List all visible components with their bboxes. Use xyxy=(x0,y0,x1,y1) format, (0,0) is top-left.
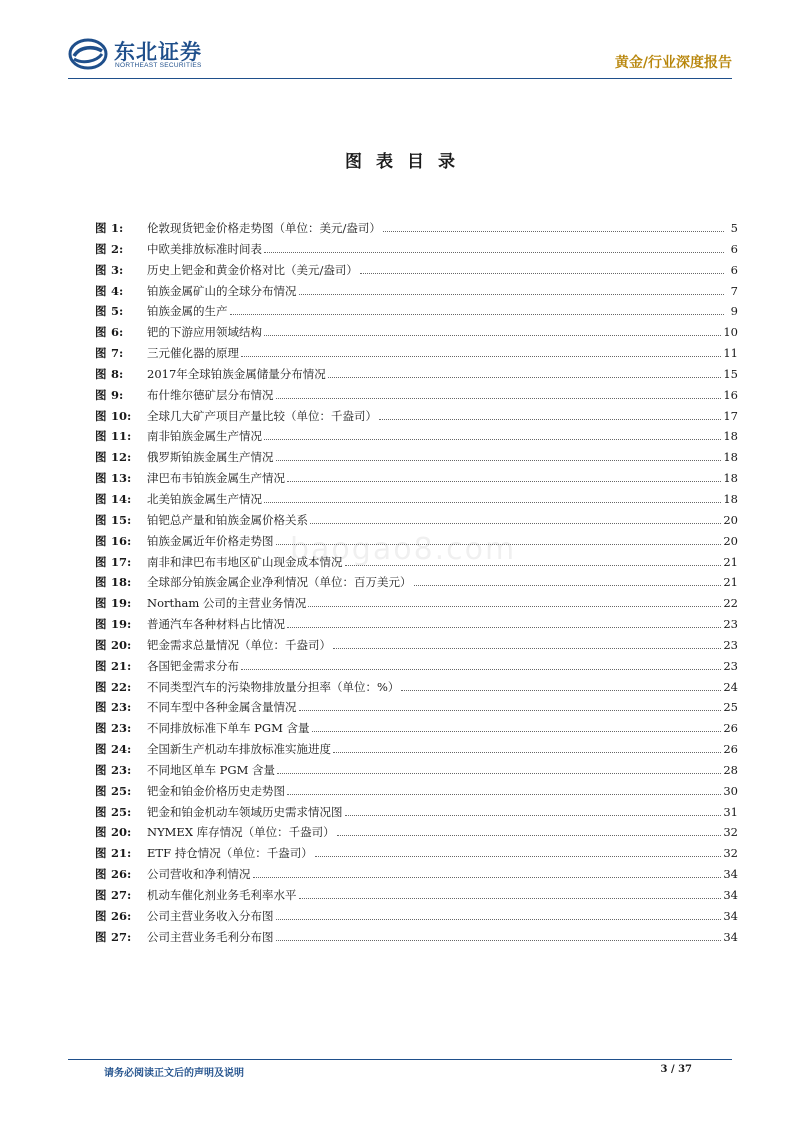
toc-entry[interactable] xyxy=(95,762,738,783)
toc-leader-dots xyxy=(277,772,721,774)
toc-caption: 铂族金属近年价格走势图 xyxy=(147,533,274,548)
toc-entry[interactable] xyxy=(95,616,738,637)
toc-caption: 不同排放标准下单车 PGM 含量 xyxy=(147,721,310,736)
toc-figure-number: 21: xyxy=(111,658,132,673)
toc-figure-label: 图 xyxy=(95,721,107,736)
toc-leader-dots xyxy=(379,418,721,420)
watermark: baogao8.com xyxy=(290,532,517,567)
toc-leader-dots xyxy=(333,751,721,753)
toc-figure-number: 27: xyxy=(111,929,132,944)
toc-figure-label: 图 xyxy=(95,783,107,798)
toc-entry[interactable] xyxy=(95,470,738,491)
toc-leader-dots xyxy=(276,939,722,941)
toc-figure-number: 25: xyxy=(111,804,132,819)
toc-figure-number: 25: xyxy=(111,783,132,798)
toc-page-number: 23 xyxy=(723,637,738,652)
toc-figure-number: 20: xyxy=(111,637,132,652)
toc-caption: 公司主营业务毛利分布图 xyxy=(147,929,274,944)
toc-entry[interactable] xyxy=(95,699,738,720)
toc-figure-number: 23: xyxy=(111,721,132,736)
toc-entry[interactable] xyxy=(95,741,738,762)
toc-caption: 钯金和铂金机动车领域历史需求情况图 xyxy=(147,804,343,819)
toc-leader-dots xyxy=(230,313,725,315)
toc-figure-label: 图 xyxy=(95,679,107,694)
toc-entry[interactable] xyxy=(95,783,738,804)
toc-figure-label: 图 xyxy=(95,283,107,298)
toc-figure-label: 图 xyxy=(95,429,107,444)
toc-page-number: 34 xyxy=(723,888,738,902)
toc-page-number: 16 xyxy=(723,387,738,402)
toc-caption: 钯的下游应用领域结构 xyxy=(147,325,262,340)
toc-figure-label: 图 xyxy=(95,408,107,423)
toc-page-number: 30 xyxy=(723,783,738,798)
toc-leader-dots xyxy=(264,251,724,253)
toc-figure-number: 1: xyxy=(111,221,124,235)
toc-page-number: 21 xyxy=(723,575,738,590)
toc-caption: 伦敦现货钯金价格走势图（单位：美元/盎司） xyxy=(147,221,381,235)
toc-figure-label: 图 xyxy=(95,221,107,235)
toc-figure-label: 图 xyxy=(95,387,107,402)
toc-caption: 不同车型中各种金属含量情况 xyxy=(147,700,297,715)
toc-caption: 公司营收和净利情况 xyxy=(147,867,251,882)
toc-page-number: 20 xyxy=(723,512,738,527)
toc-figure-label: 图 xyxy=(95,491,107,506)
footer-divider xyxy=(68,1059,732,1060)
toc-entry[interactable] xyxy=(95,929,738,950)
northeast-securities-logo-icon xyxy=(68,38,108,70)
toc-caption: 俄罗斯铂族金属生产情况 xyxy=(147,450,274,465)
toc-figure-label: 图 xyxy=(95,804,107,819)
toc-entry[interactable] xyxy=(95,220,738,241)
toc-figure-number: 2: xyxy=(111,241,124,256)
toc-page-number: 20 xyxy=(723,533,738,548)
brand-name-cn: 东北证券 xyxy=(114,40,202,64)
toc-figure-label: 图 xyxy=(95,825,107,840)
toc-caption: 2017年全球铂族金属储量分布情况 xyxy=(147,366,326,381)
toc-page-number: 24 xyxy=(723,679,738,694)
toc-leader-dots xyxy=(287,480,721,482)
toc-figure-label: 图 xyxy=(95,554,107,569)
toc-caption: 全球部分铂族金属企业净利情况（单位：百万美元） xyxy=(147,575,412,590)
toc-leader-dots xyxy=(276,397,722,399)
toc-figure-label: 图 xyxy=(95,512,107,527)
report-type: 黄金/行业深度报告 xyxy=(614,55,732,71)
toc-caption: 铂族金属的生产 xyxy=(147,304,228,319)
toc-caption: 全国新生产机动车排放标准实施进度 xyxy=(147,742,331,757)
toc-caption: 普通汽车各种材料占比情况 xyxy=(147,617,285,632)
toc-leader-dots xyxy=(360,272,724,274)
toc-leader-dots xyxy=(276,459,722,461)
toc-entry[interactable] xyxy=(95,408,738,429)
toc-caption: 公司主营业务收入分布图 xyxy=(147,908,274,923)
toc-figure-number: 6: xyxy=(111,325,124,340)
toc-entry[interactable] xyxy=(95,387,738,408)
toc-entry[interactable] xyxy=(95,303,738,324)
toc-page-number: 17 xyxy=(723,408,738,423)
toc-entry[interactable] xyxy=(95,262,738,283)
toc-figure-number: 26: xyxy=(111,867,132,882)
toc-figure-label: 图 xyxy=(95,908,107,923)
toc-entry[interactable] xyxy=(95,658,738,679)
toc-leader-dots xyxy=(241,355,721,357)
toc-entry[interactable] xyxy=(95,804,738,825)
toc-leader-dots xyxy=(299,897,722,899)
brand-name-en: NORTHEAST SECURITIES xyxy=(115,62,202,69)
toc-leader-dots xyxy=(308,605,721,607)
header-divider xyxy=(68,78,732,79)
toc-entry[interactable] xyxy=(95,824,738,845)
toc-page-number: 11 xyxy=(723,346,738,361)
toc-caption: 历史上钯金和黄金价格对比（美元/盎司） xyxy=(147,262,358,277)
toc-caption: 南非铂族金属生产情况 xyxy=(147,429,262,444)
toc-figure-label: 图 xyxy=(95,742,107,757)
toc-caption: 三元催化器的原理 xyxy=(147,346,239,361)
toc-entry[interactable] xyxy=(95,345,738,366)
toc-figure-number: 5: xyxy=(111,304,124,319)
toc-figure-number: 7: xyxy=(111,346,124,361)
toc-leader-dots xyxy=(264,501,721,503)
toc-entry[interactable] xyxy=(95,866,738,887)
toc-figure-number: 20: xyxy=(111,825,132,840)
toc-figure-number: 23: xyxy=(111,700,132,715)
figure-list xyxy=(95,220,738,950)
page-header xyxy=(68,34,732,74)
toc-figure-label: 图 xyxy=(95,637,107,652)
toc-figure-label: 图 xyxy=(95,304,107,319)
toc-page-number: 23 xyxy=(723,658,738,673)
toc-caption: 不同地区单车 PGM 含量 xyxy=(147,762,276,777)
toc-leader-dots xyxy=(328,376,722,378)
toc-page-number: 9 xyxy=(730,304,738,319)
toc-caption: 中欧美排放标准时间表 xyxy=(147,241,262,256)
toc-leader-dots xyxy=(310,522,721,524)
toc-leader-dots xyxy=(299,293,725,295)
toc-page-number: 6 xyxy=(730,262,738,277)
toc-figure-label: 图 xyxy=(95,867,107,882)
toc-leader-dots xyxy=(333,647,721,649)
toc-figure-number: 11: xyxy=(111,429,132,444)
toc-page-number: 15 xyxy=(723,366,738,381)
toc-entry[interactable] xyxy=(95,366,738,387)
toc-page-number: 21 xyxy=(723,554,738,569)
toc-figure-number: 4: xyxy=(111,283,124,298)
toc-figure-label: 图 xyxy=(95,617,107,632)
toc-entry[interactable] xyxy=(95,679,738,700)
toc-figure-label: 图 xyxy=(95,575,107,590)
toc-figure-number: 15: xyxy=(111,512,132,527)
toc-leader-dots xyxy=(276,918,722,920)
toc-entry[interactable] xyxy=(95,428,738,449)
toc-caption: NYMEX 库存情况（单位：千盎司） xyxy=(147,825,335,840)
toc-figure-number: 26: xyxy=(111,908,132,923)
toc-figure-number: 14: xyxy=(111,491,132,506)
toc-figure-number: 19: xyxy=(111,617,132,632)
toc-entry[interactable] xyxy=(95,720,738,741)
toc-figure-label: 图 xyxy=(95,533,107,548)
toc-leader-dots xyxy=(315,855,722,857)
toc-leader-dots xyxy=(345,814,722,816)
toc-leader-dots xyxy=(287,626,721,628)
toc-leader-dots xyxy=(253,876,722,878)
toc-figure-label: 图 xyxy=(95,241,107,256)
toc-figure-label: 图 xyxy=(95,346,107,361)
toc-figure-label: 图 xyxy=(95,325,107,340)
toc-caption: 各国钯金需求分布 xyxy=(147,658,239,673)
toc-page-number: 7 xyxy=(730,283,738,298)
toc-page-number: 18 xyxy=(723,429,738,444)
toc-entry[interactable] xyxy=(95,283,738,304)
toc-caption: 不同类型汽车的污染物排放量分担率（单位：%） xyxy=(147,679,400,694)
toc-entry[interactable] xyxy=(95,241,738,262)
toc-figure-label: 图 xyxy=(95,596,107,611)
toc-page-number: 18 xyxy=(723,491,738,506)
toc-figure-label: 图 xyxy=(95,846,107,861)
toc-entry[interactable] xyxy=(95,908,738,929)
toc-caption: Northam 公司的主营业务情况 xyxy=(147,596,307,611)
toc-entry[interactable] xyxy=(95,574,738,595)
toc-leader-dots xyxy=(264,438,721,440)
toc-page-number: 18 xyxy=(723,450,738,465)
toc-leader-dots xyxy=(299,709,722,711)
toc-caption: 南非和津巴布韦地区矿山现金成本情况 xyxy=(147,554,343,569)
toc-page-number: 5 xyxy=(730,221,738,235)
toc-figure-number: 18: xyxy=(111,575,132,590)
toc-entry[interactable] xyxy=(95,512,738,533)
toc-figure-number: 13: xyxy=(111,471,132,486)
toc-page-number: 34 xyxy=(723,867,738,882)
toc-entry[interactable] xyxy=(95,637,738,658)
toc-page-number: 32 xyxy=(723,825,738,840)
toc-figure-label: 图 xyxy=(95,700,107,715)
toc-figure-number: 23: xyxy=(111,762,132,777)
toc-entry[interactable] xyxy=(95,595,738,616)
toc-figure-number: 17: xyxy=(111,554,132,569)
toc-page-number: 32 xyxy=(723,846,738,861)
toc-page-number: 23 xyxy=(723,617,738,632)
toc-figure-number: 21: xyxy=(111,846,132,861)
toc-figure-number: 10: xyxy=(111,408,132,423)
toc-figure-number: 9: xyxy=(111,387,124,402)
toc-page-number: 22 xyxy=(723,596,738,611)
toc-figure-label: 图 xyxy=(95,888,107,902)
toc-figure-label: 图 xyxy=(95,762,107,777)
toc-page-number: 34 xyxy=(723,929,738,944)
toc-leader-dots xyxy=(414,584,722,586)
toc-entry[interactable] xyxy=(95,887,738,908)
toc-leader-dots xyxy=(287,793,721,795)
toc-figure-number: 19: xyxy=(111,596,132,611)
toc-entry[interactable] xyxy=(95,491,738,512)
page-title: 图表目录 xyxy=(345,152,469,172)
toc-caption: 津巴布韦铂族金属生产情况 xyxy=(147,471,285,486)
toc-page-number: 18 xyxy=(723,471,738,486)
toc-figure-number: 22: xyxy=(111,679,132,694)
toc-figure-label: 图 xyxy=(95,366,107,381)
toc-leader-dots xyxy=(383,230,724,232)
toc-caption: 布什维尔德矿层分布情况 xyxy=(147,387,274,402)
toc-entry[interactable] xyxy=(95,449,738,470)
toc-leader-dots xyxy=(312,730,722,732)
toc-figure-label: 图 xyxy=(95,929,107,944)
toc-caption: 钯金需求总量情况（单位：千盎司） xyxy=(147,637,331,652)
toc-caption: 北美铂族金属生产情况 xyxy=(147,491,262,506)
footer-disclaimer: 请务必阅读正文后的声明及说明 xyxy=(104,1068,244,1079)
toc-figure-number: 27: xyxy=(111,888,132,902)
toc-leader-dots xyxy=(401,689,721,691)
toc-caption: 钯金和铂金价格历史走势图 xyxy=(147,783,285,798)
toc-figure-number: 24: xyxy=(111,742,132,757)
toc-page-number: 6 xyxy=(730,241,738,256)
toc-page-number: 26 xyxy=(723,742,738,757)
toc-leader-dots xyxy=(264,334,721,336)
toc-figure-label: 图 xyxy=(95,450,107,465)
toc-caption: 铂钯总产量和铂族金属价格关系 xyxy=(147,512,308,527)
toc-figure-number: 8: xyxy=(111,366,124,381)
toc-caption: ETF 持仓情况（单位：千盎司） xyxy=(147,846,313,861)
toc-page-number: 25 xyxy=(723,700,738,715)
toc-page-number: 31 xyxy=(723,804,738,819)
toc-figure-label: 图 xyxy=(95,262,107,277)
toc-page-number: 28 xyxy=(723,762,738,777)
toc-page-number: 34 xyxy=(723,908,738,923)
page-number: 3 / 37 xyxy=(660,1064,692,1075)
toc-figure-number: 12: xyxy=(111,450,132,465)
toc-figure-label: 图 xyxy=(95,658,107,673)
toc-caption: 全球几大矿产项目产量比较（单位：千盎司） xyxy=(147,408,377,423)
toc-entry[interactable] xyxy=(95,845,738,866)
toc-page-number: 10 xyxy=(723,325,738,340)
toc-figure-number: 3: xyxy=(111,262,124,277)
toc-figure-number: 16: xyxy=(111,533,132,548)
toc-leader-dots xyxy=(337,834,722,836)
toc-page-number: 26 xyxy=(723,721,738,736)
toc-caption: 铂族金属矿山的全球分布情况 xyxy=(147,283,297,298)
toc-figure-label: 图 xyxy=(95,471,107,486)
toc-caption: 机动车催化剂业务毛利率水平 xyxy=(147,888,297,902)
toc-entry[interactable] xyxy=(95,324,738,345)
toc-leader-dots xyxy=(241,668,721,670)
